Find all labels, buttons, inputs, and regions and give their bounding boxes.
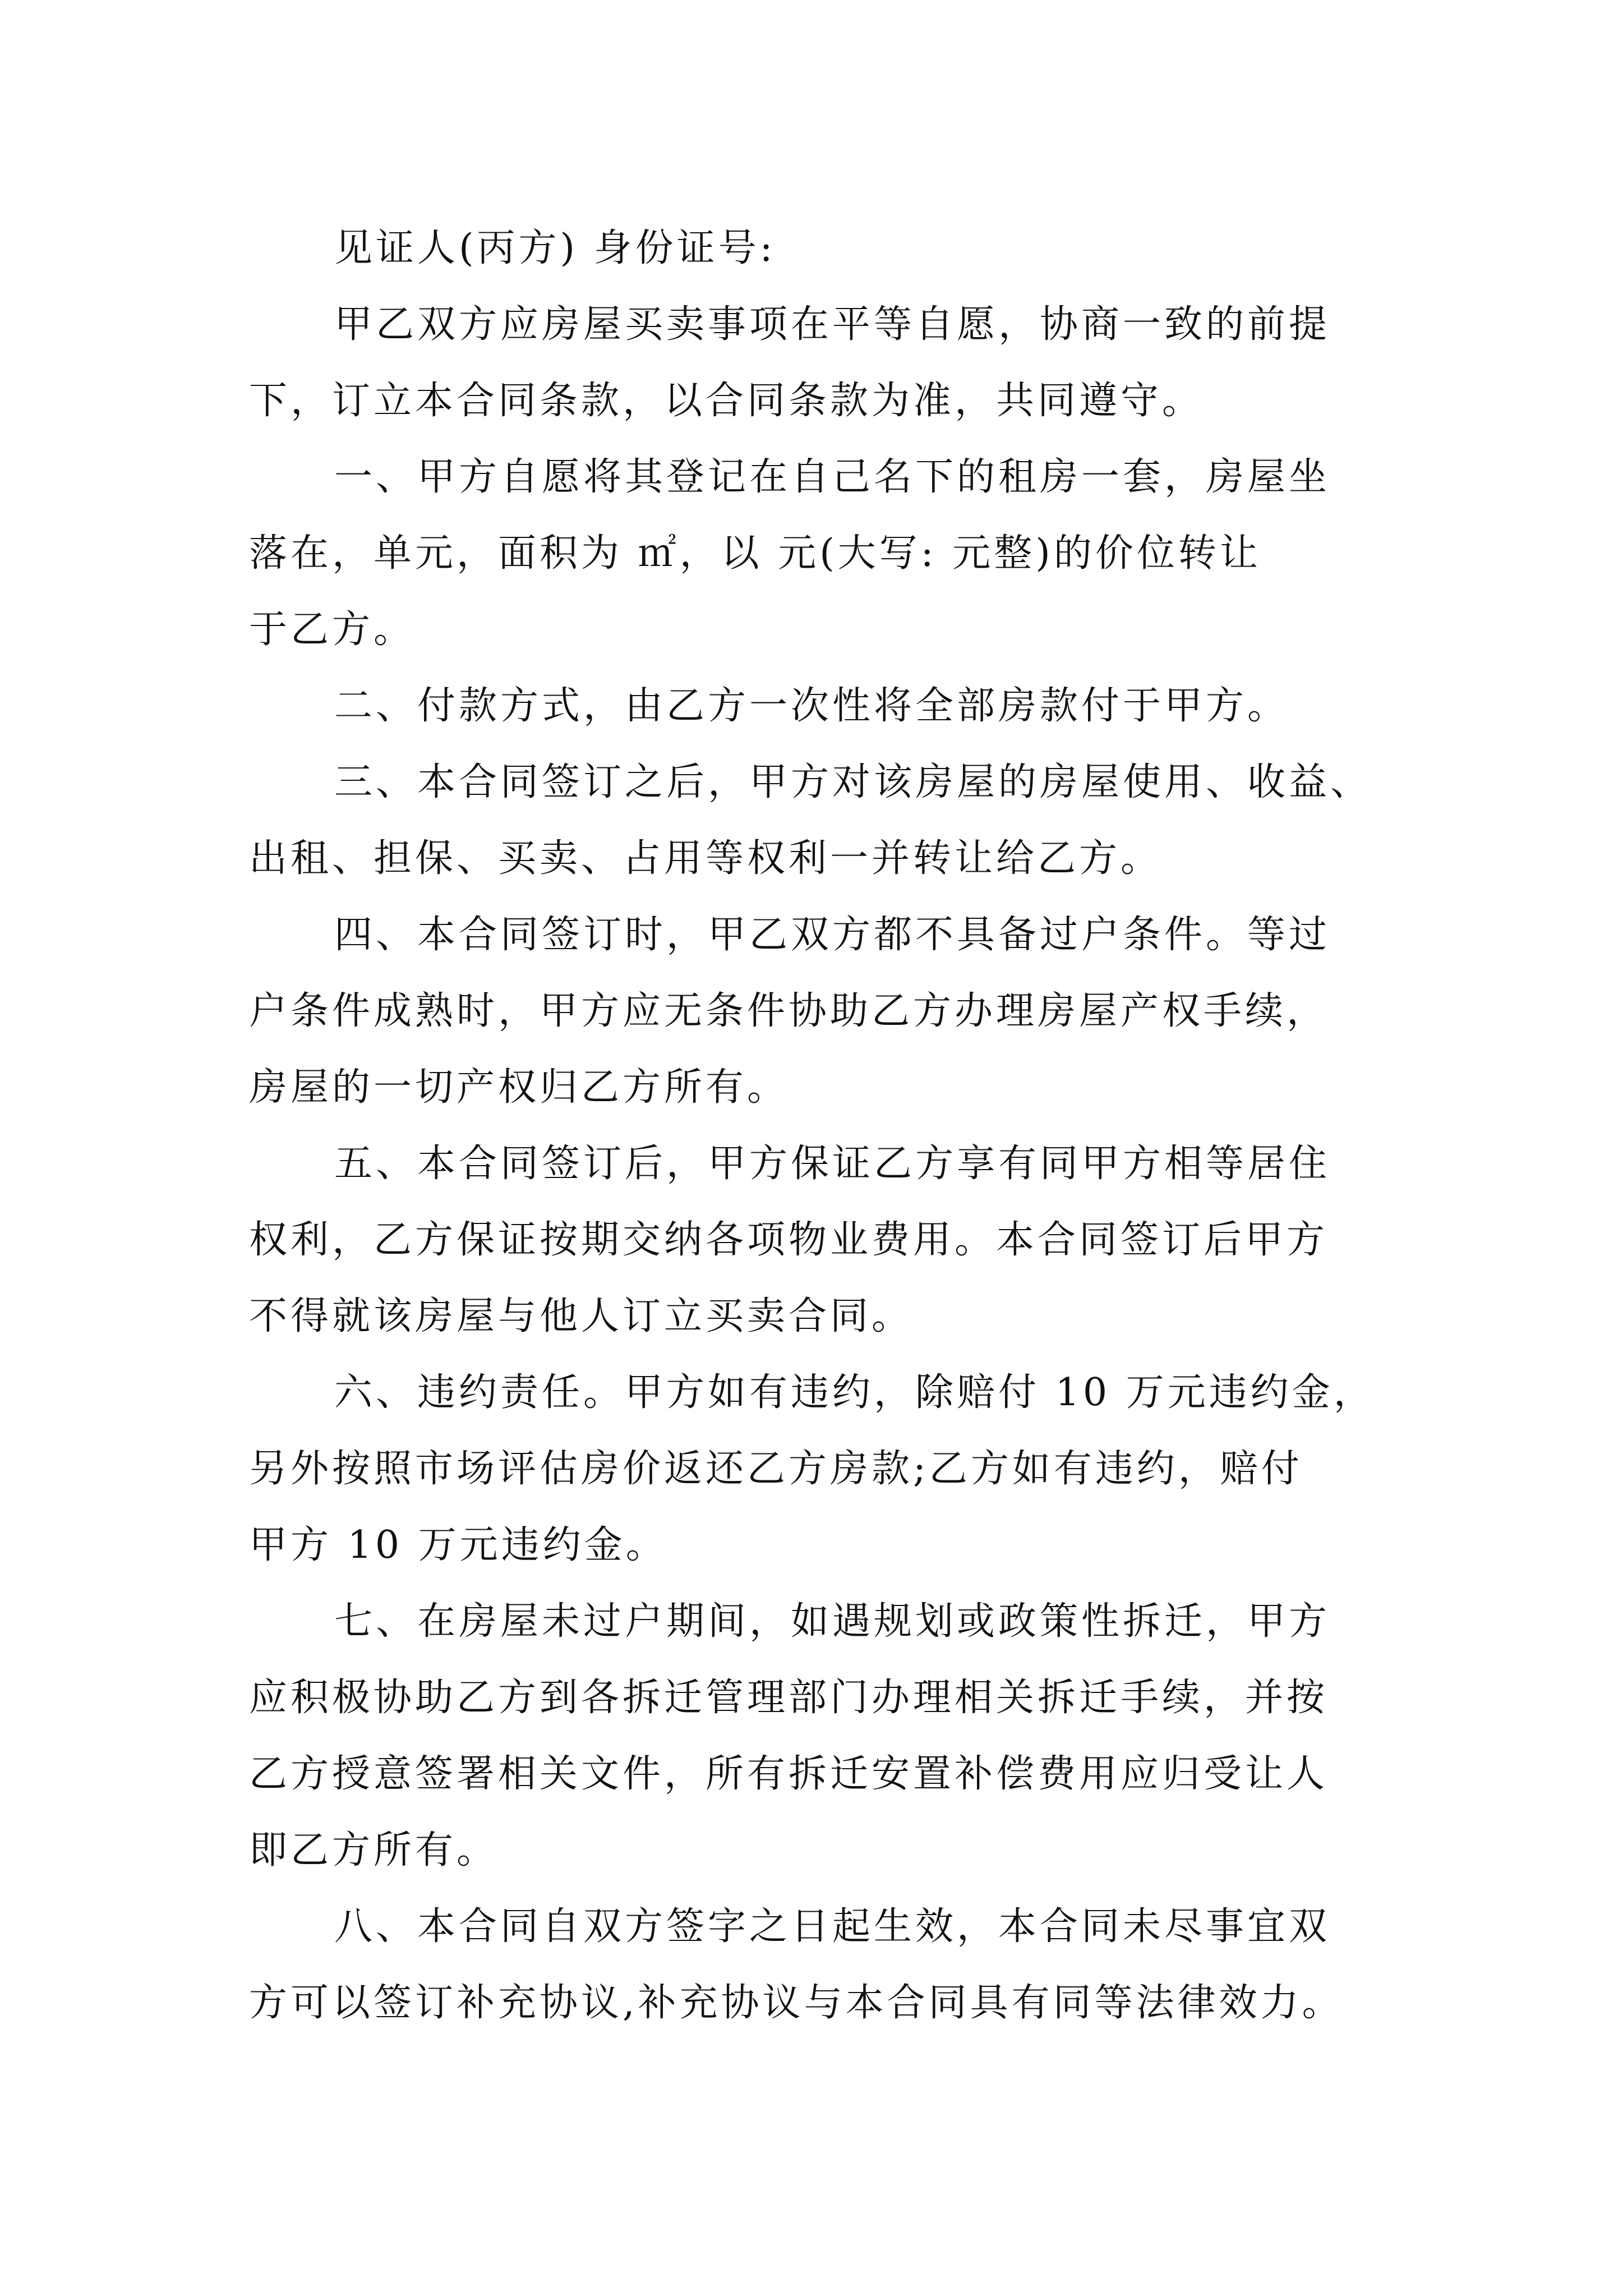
text-line: 于乙方。 bbox=[249, 608, 416, 652]
text-line: 五、本合同签订后，甲方保证乙方享有同甲方相等居住 bbox=[334, 1142, 1331, 1186]
clause-2 bbox=[249, 668, 1376, 744]
text-line: 四、本合同签订时，甲乙双方都不具备过户条件。等过 bbox=[334, 913, 1331, 957]
text-line: 不得就该房屋与他人订立买卖合同。 bbox=[249, 1294, 914, 1338]
text-line: 乙方授意签署相关文件，所有拆迁安置补偿费用应归受让人 bbox=[249, 1752, 1329, 1796]
text-line: 八、本合同自双方签字之日起生效，本合同未尽事宜双 bbox=[334, 1904, 1331, 1949]
text-line: 甲方 10 万元违约金。 bbox=[249, 1523, 667, 1567]
text-line: 见证人(丙方) 身份证号: bbox=[334, 226, 776, 270]
text-line: 一、甲方自愿将其登记在自己名下的租房一套，房屋坐 bbox=[334, 455, 1331, 499]
clause-7 bbox=[249, 1584, 1376, 1889]
text-line: 应积极协助乙方到各拆迁管理部门办理相关拆迁手续，并按 bbox=[249, 1676, 1329, 1720]
text-line: 七、在房屋未过户期间，如遇规划或政策性拆迁，甲方 bbox=[334, 1599, 1331, 1644]
text-line: 户条件成熟时，甲方应无条件协助乙方办理房屋产权手续， bbox=[249, 989, 1329, 1033]
text-line: 出租、担保、买卖、占用等权利一并转让给乙方。 bbox=[249, 836, 1163, 881]
text-line: 三、本合同签订之后，甲方对该房屋的房屋使用、收益、 bbox=[334, 760, 1372, 804]
clause-6 bbox=[249, 1355, 1376, 1584]
preamble-paragraph bbox=[249, 287, 1376, 439]
text-line: 二、付款方式，由乙方一次性将全部房款付于甲方。 bbox=[334, 684, 1289, 728]
text-line: 落在，单元，面积为 ㎡，以 元(大写: 元整)的价位转让 bbox=[249, 531, 1261, 576]
clause-8 bbox=[249, 1889, 1376, 2041]
clause-1 bbox=[249, 439, 1376, 668]
clause-5 bbox=[249, 1126, 1376, 1355]
text-line: 甲乙双方应房屋买卖事项在平等自愿，协商一致的前提 bbox=[334, 302, 1331, 347]
text-line: 下，订立本合同条款，以合同条款为准，共同遵守。 bbox=[249, 379, 1204, 423]
contract-body bbox=[249, 210, 1376, 2041]
text-line: 房屋的一切产权归乙方所有。 bbox=[249, 1065, 789, 1110]
text-line: 即乙方所有。 bbox=[249, 1828, 499, 1872]
text-line: 六、违约责任。甲方如有违约，除赔付 10 万元违约金， bbox=[334, 1370, 1375, 1415]
witness-line bbox=[249, 210, 1376, 287]
text-line: 权利，乙方保证按期交纳各项物业费用。本合同签订后甲方 bbox=[249, 1218, 1329, 1262]
text-line: 另外按照市场评估房价返还乙方房款;乙方如有违约，赔付 bbox=[249, 1447, 1303, 1491]
text-line: 方可以签订补充协议,补充协议与本合同具有同等法律效力。 bbox=[249, 1981, 1344, 2025]
clause-3 bbox=[249, 744, 1376, 897]
clause-4 bbox=[249, 897, 1376, 1126]
